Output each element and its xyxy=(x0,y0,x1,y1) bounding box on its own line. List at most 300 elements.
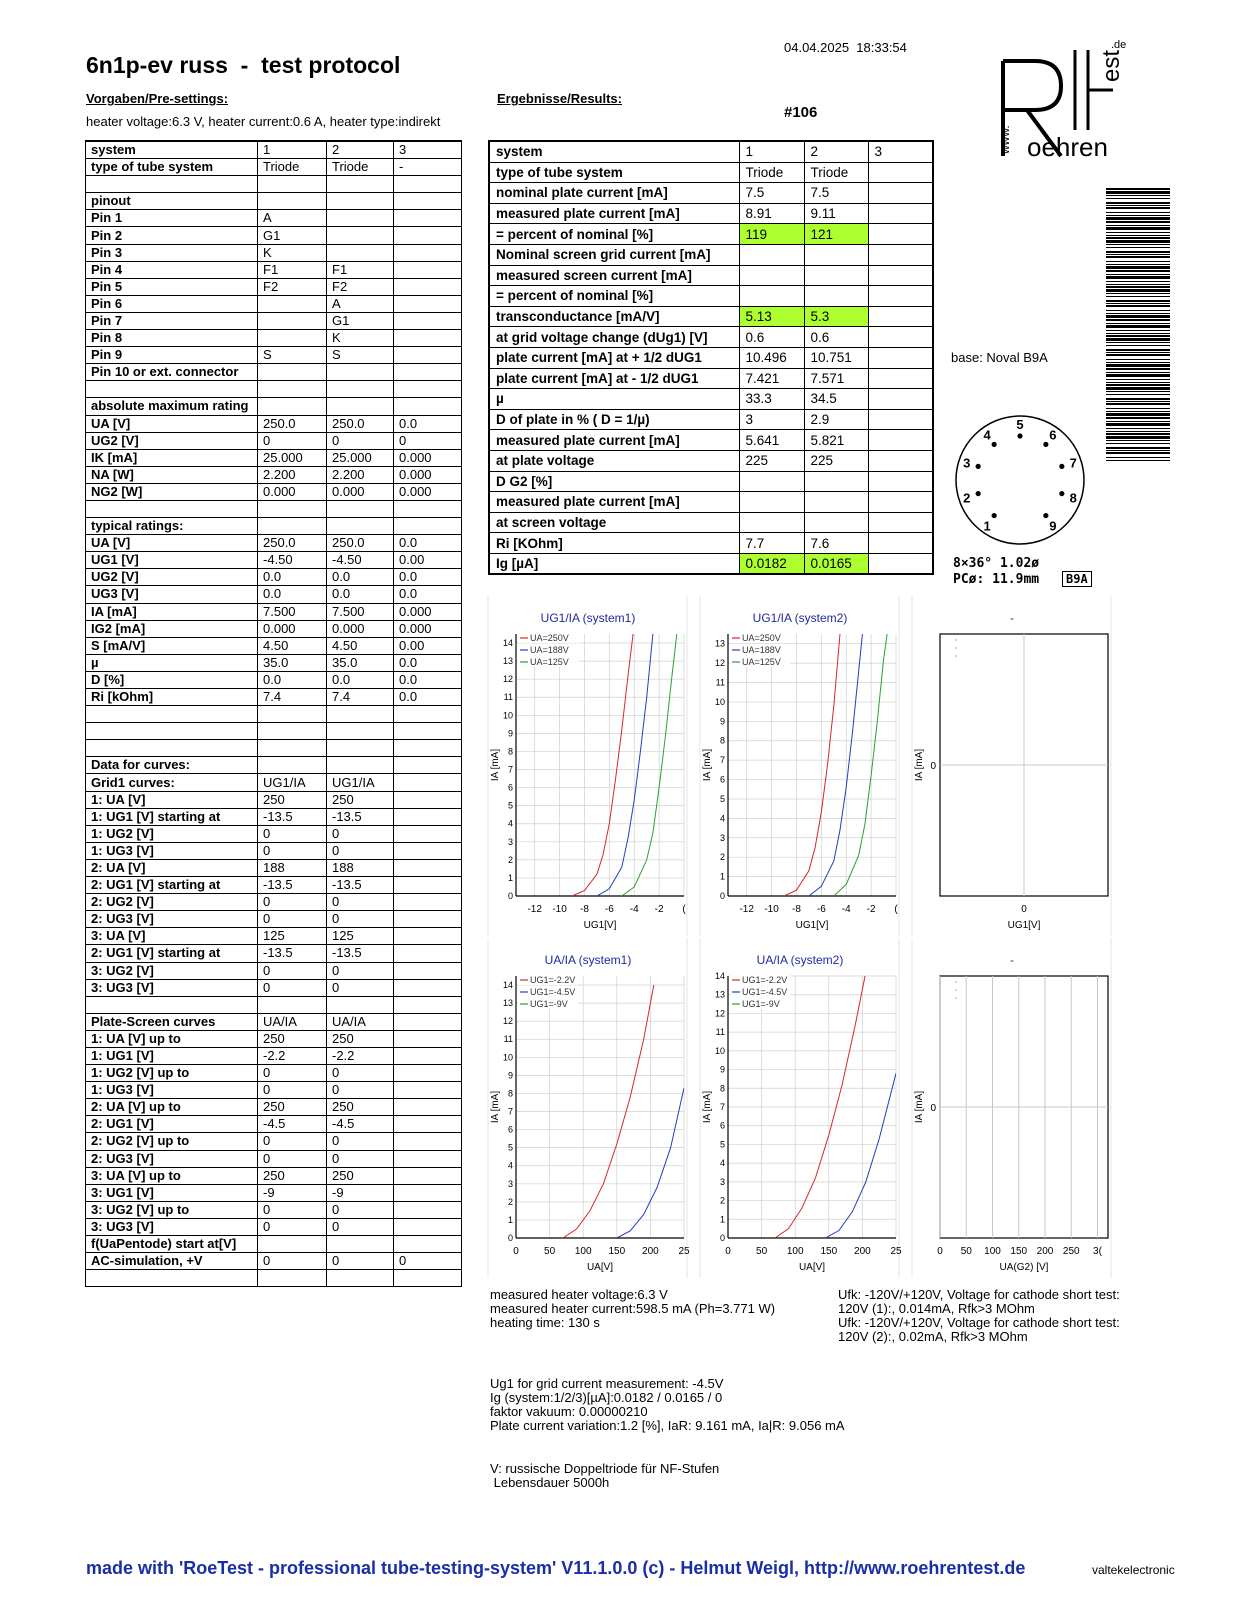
system-1-value: 0.0 xyxy=(258,671,327,688)
system-1-value xyxy=(258,500,327,517)
system-1-value: F2 xyxy=(258,278,327,295)
system-3-value: 3 xyxy=(394,141,462,159)
heating-time: heating time: 130 s xyxy=(490,1315,600,1330)
results-row xyxy=(489,389,933,410)
barcode-bar xyxy=(1106,411,1170,412)
legend-label: UG1=-2.2V xyxy=(530,975,576,985)
barcode-bar xyxy=(1106,232,1170,233)
system-1-value xyxy=(258,295,327,312)
system-1-value: 0.000 xyxy=(258,620,327,637)
barcode-bar xyxy=(1106,460,1170,461)
system-3-value xyxy=(394,1270,462,1287)
x-tick-label: ( xyxy=(682,904,686,915)
system-3-value xyxy=(394,1082,462,1099)
heater-voltage: measured heater voltage:6.3 V xyxy=(490,1287,668,1302)
barcode-bar xyxy=(1106,251,1170,253)
result-system-1-value xyxy=(739,265,804,286)
result-system-3-value xyxy=(868,183,933,204)
barcode-bar xyxy=(1106,225,1170,226)
x-tick-label: -8 xyxy=(579,904,589,915)
system-2-value: 0 xyxy=(327,1133,394,1150)
heater-current: measured heater current:598.5 mA (Ph=3.771 W) xyxy=(490,1301,776,1316)
system-3-value xyxy=(394,1116,462,1133)
legend-marker xyxy=(955,989,957,991)
system-1-value: -13.5 xyxy=(258,877,327,894)
row-label: UG2 [V] xyxy=(86,569,258,586)
heater-settings: heater voltage:6.3 V, heater current:0.6 A, heater type:indirekt xyxy=(86,114,441,129)
base-label: base: Noval B9A xyxy=(951,350,1048,365)
presettings-row xyxy=(86,1150,462,1167)
barcode-bar xyxy=(1106,325,1170,328)
y-tick-label: 12 xyxy=(714,658,725,669)
y-tick-label: 2 xyxy=(719,1195,725,1206)
result-system-3-value xyxy=(868,430,933,451)
pin-dot xyxy=(1017,433,1022,438)
system-2-value: K xyxy=(327,330,394,347)
y-tick-label: 12 xyxy=(502,674,513,685)
system-3-value: 0 xyxy=(394,432,462,449)
system-3-value: 0.0 xyxy=(394,569,462,586)
presettings-row xyxy=(86,483,462,500)
y-tick-label: 11 xyxy=(715,677,725,688)
system-1-value xyxy=(258,330,327,347)
barcode-bar xyxy=(1106,247,1170,248)
barcode-bar xyxy=(1106,394,1170,395)
chart-ylabel: IA [mA] xyxy=(702,1090,713,1124)
results-row xyxy=(489,409,933,430)
system-1-value: 0 xyxy=(258,432,327,449)
result-system-2-value: Triode xyxy=(804,162,868,183)
barcode-bar xyxy=(1106,266,1170,269)
results-row xyxy=(489,203,933,224)
system-3-value xyxy=(394,877,462,894)
presettings-row xyxy=(86,569,462,586)
y-tick-label: 8 xyxy=(719,735,725,746)
system-2-value: G1 xyxy=(327,312,394,329)
y-tick-label: 3 xyxy=(719,1176,725,1187)
results-row xyxy=(489,533,933,554)
legend-label: UG1=-2.2V xyxy=(742,975,788,985)
system-3-value xyxy=(394,210,462,227)
system-2-value xyxy=(327,1236,394,1253)
result-label: = percent of nominal [%] xyxy=(489,286,739,307)
y-tick-label: 2 xyxy=(507,854,513,865)
x-tick-label: 150 xyxy=(820,1246,838,1257)
system-2-value xyxy=(327,723,394,740)
presettings-row xyxy=(86,791,462,808)
presettings-row xyxy=(86,347,462,364)
y-tick-label: 7 xyxy=(719,1102,725,1112)
x-tick-label: 200 xyxy=(854,1246,871,1257)
system-1-value: 0 xyxy=(258,1082,327,1099)
row-label: Pin 4 xyxy=(86,261,258,278)
x-tick-label: 0 xyxy=(513,1246,519,1257)
chart-title: UA/IA (system1) xyxy=(544,953,632,967)
system-2-value: 0 xyxy=(327,979,394,996)
results-row xyxy=(489,512,933,533)
result-system-3-value xyxy=(868,224,933,245)
presettings-row xyxy=(86,825,462,842)
row-label: 2: UG1 [V] xyxy=(86,1116,258,1133)
barcode-bar xyxy=(1106,313,1170,314)
system-1-value: 250 xyxy=(258,791,327,808)
pin-dot xyxy=(1043,442,1048,447)
system-1-value xyxy=(258,518,327,535)
presettings-row xyxy=(86,1082,462,1099)
presettings-row xyxy=(86,1047,462,1064)
row-label: 3: UG3 [V] xyxy=(86,979,258,996)
y-tick-label: 0 xyxy=(719,891,725,901)
result-system-2-value: 225 xyxy=(804,450,868,471)
presettings-row xyxy=(86,894,462,911)
barcode-bar xyxy=(1106,198,1170,199)
system-2-value: F1 xyxy=(327,261,394,278)
system-1-value: Triode xyxy=(258,159,327,176)
row-label: UG1 [V] xyxy=(86,552,258,569)
system-3-value xyxy=(394,347,462,364)
pin-dot xyxy=(1043,513,1048,518)
chart-plate-system2 xyxy=(700,938,900,1278)
system-3-value xyxy=(394,1030,462,1047)
barcode-bar xyxy=(1106,433,1170,435)
barcode-bar xyxy=(1106,382,1170,383)
presettings-row xyxy=(86,1133,462,1150)
result-system-2-value: 34.5 xyxy=(804,389,868,410)
legend-marker xyxy=(955,639,957,641)
presettings-row xyxy=(86,159,462,176)
system-2-value xyxy=(327,757,394,774)
system-3-value: 0.0 xyxy=(394,689,462,706)
system-3-value xyxy=(394,261,462,278)
row-label xyxy=(86,740,258,757)
ufk2-line-b: 120V (2):, 0.02mA, Rfk>3 MOhm xyxy=(838,1329,1028,1344)
row-label: NA [W] xyxy=(86,466,258,483)
result-system-1-value: 3 xyxy=(739,409,804,430)
barcode-bar xyxy=(1106,372,1170,373)
barcode-bar xyxy=(1106,237,1170,239)
row-label: 2: UG1 [V] starting at xyxy=(86,877,258,894)
barcode-bar xyxy=(1106,354,1170,356)
row-label: Pin 6 xyxy=(86,295,258,312)
result-system-2-value: 2.9 xyxy=(804,409,868,430)
chart-title: UG1/IA (system2) xyxy=(752,611,848,625)
system-1-value: UG1/IA xyxy=(258,774,327,791)
results-row xyxy=(489,347,933,368)
system-1-value: -9 xyxy=(258,1184,327,1201)
y-tick-label: 13 xyxy=(714,638,725,649)
result-system-2-value: 5.3 xyxy=(804,306,868,327)
barcode-bar xyxy=(1106,436,1170,439)
system-2-value: -13.5 xyxy=(327,808,394,825)
barcode-bar xyxy=(1106,227,1170,230)
y-tick-label: 9 xyxy=(719,716,725,727)
x-tick-label: 100 xyxy=(786,1246,804,1257)
system-3-value xyxy=(394,244,462,261)
chart-grid1-system1 xyxy=(488,596,688,936)
system-2-value: 0 xyxy=(327,842,394,859)
results-row xyxy=(489,162,933,183)
chart-ylabel: IA [mA] xyxy=(914,748,925,782)
presettings-row xyxy=(86,1116,462,1133)
system-3-value: 0.0 xyxy=(394,586,462,603)
result-system-3-value xyxy=(868,389,933,410)
result-label: plate current [mA] at + 1/2 dUG1 xyxy=(489,347,739,368)
series-line xyxy=(572,625,634,896)
system-3-value xyxy=(394,364,462,381)
presettings-row xyxy=(86,1184,462,1201)
system-1-value xyxy=(258,1270,327,1287)
x-tick-label: -2 xyxy=(866,904,876,915)
result-system-1-value: 0.0182 xyxy=(739,553,804,574)
system-1-value: -4.5 xyxy=(258,1116,327,1133)
system-2-value: 0 xyxy=(327,1082,394,1099)
row-label: 1: UA [V] xyxy=(86,791,258,808)
presettings-row xyxy=(86,859,462,876)
system-1-value: 7.500 xyxy=(258,603,327,620)
presettings-row xyxy=(86,1167,462,1184)
presettings-table xyxy=(85,140,462,1287)
ufk2-line-a: Ufk: -120V/+120V, Voltage for cathode short test: xyxy=(838,1315,1120,1330)
pin-label: 6 xyxy=(1049,427,1057,443)
y-tick-label: 12 xyxy=(502,1016,513,1027)
system-2-value xyxy=(327,518,394,535)
y-tick-label: 11 xyxy=(503,692,513,703)
system-2-value: 0 xyxy=(327,1253,394,1270)
system-3-value xyxy=(394,381,462,398)
logo-word: oehren xyxy=(1027,132,1108,162)
presettings-row xyxy=(86,740,462,757)
barcode-bar xyxy=(1106,384,1170,386)
system-1-value xyxy=(258,176,327,193)
result-label: at screen voltage xyxy=(489,512,739,533)
system-1-value: -2.2 xyxy=(258,1047,327,1064)
pin-dot xyxy=(1059,464,1064,469)
x-tick-label: 0 xyxy=(725,1246,731,1257)
results-row xyxy=(489,430,933,451)
row-label xyxy=(86,176,258,193)
row-label: Ri [kOhm] xyxy=(86,689,258,706)
pin-label: 9 xyxy=(1049,518,1057,534)
system-1-value: S xyxy=(258,347,327,364)
result-system-3-value xyxy=(868,286,933,307)
presettings-row xyxy=(86,244,462,261)
row-label: 2: UG3 [V] xyxy=(86,911,258,928)
row-label: type of tube system xyxy=(86,159,258,176)
barcode-bar xyxy=(1106,374,1170,377)
y-tick-label: 0 xyxy=(507,1233,513,1243)
system-3-value xyxy=(394,740,462,757)
result-system-2-value: 7.571 xyxy=(804,368,868,389)
system-2-value: -9 xyxy=(327,1184,394,1201)
barcode-bar xyxy=(1106,368,1170,370)
system-2-value: 0.0 xyxy=(327,569,394,586)
series-line xyxy=(775,972,866,1238)
barcode-bar xyxy=(1106,284,1170,285)
barcode-bar xyxy=(1106,342,1170,343)
system-2-value xyxy=(327,210,394,227)
result-label: measured plate current [mA] xyxy=(489,492,739,513)
x-tick-label: ( xyxy=(894,904,898,915)
row-label: Pin 5 xyxy=(86,278,258,295)
y-tick-label: 4 xyxy=(719,1158,725,1169)
x-tick-label: -6 xyxy=(604,904,614,915)
system-1-value: 0 xyxy=(258,1218,327,1235)
barcode-bar xyxy=(1106,202,1170,204)
system-3-value xyxy=(394,398,462,415)
logo-est: est xyxy=(1098,49,1125,82)
result-system-3-value xyxy=(868,512,933,533)
results-row xyxy=(489,224,933,245)
barcode-bar xyxy=(1106,254,1170,255)
y-tick-label: 11 xyxy=(715,1027,725,1038)
presettings-row xyxy=(86,295,462,312)
pin-label: 1 xyxy=(983,518,991,534)
barcode-bar xyxy=(1106,286,1170,288)
legend-label: UA=188V xyxy=(742,645,781,655)
logo-www: www. xyxy=(998,125,1012,154)
row-label: UA [V] xyxy=(86,535,258,552)
system-2-value: 0 xyxy=(327,894,394,911)
result-system-1-value: 7.5 xyxy=(739,183,804,204)
row-label: 1: UG2 [V] up to xyxy=(86,1065,258,1082)
result-system-2-value: 7.5 xyxy=(804,183,868,204)
system-3-value xyxy=(394,1133,462,1150)
test-datetime: 04.04.2025 18:33:54 xyxy=(784,40,907,55)
y-tick-label: 0 xyxy=(930,1103,936,1114)
presettings-row xyxy=(86,535,462,552)
results-row xyxy=(489,183,933,204)
system-3-value xyxy=(394,911,462,928)
row-label: 3: UA [V] xyxy=(86,928,258,945)
results-row xyxy=(489,553,933,574)
barcode-bar xyxy=(1106,191,1170,194)
system-1-value: K xyxy=(258,244,327,261)
chart-title: UG1/IA (system1) xyxy=(540,611,636,625)
system-3-value: - xyxy=(394,159,462,176)
barcode-bar xyxy=(1106,359,1170,360)
presettings-row xyxy=(86,518,462,535)
system-2-value xyxy=(327,740,394,757)
y-tick-label: 13 xyxy=(502,998,513,1009)
y-tick-label: 3 xyxy=(719,832,725,843)
presettings-row xyxy=(86,466,462,483)
presettings-row xyxy=(86,774,462,791)
system-1-value: 0 xyxy=(258,894,327,911)
system-3-value xyxy=(394,295,462,312)
pin-dot xyxy=(976,491,981,496)
system-3-value: 0.000 xyxy=(394,483,462,500)
barcode-bar xyxy=(1106,362,1170,363)
barcode-bar xyxy=(1106,447,1170,449)
pin-dot xyxy=(1059,491,1064,496)
system-3-value xyxy=(394,518,462,535)
y-tick-label: 6 xyxy=(719,774,725,785)
y-tick-label: 9 xyxy=(507,728,513,739)
barcode-bar xyxy=(1106,274,1170,275)
remark-line2: Lebensdauer 5000h xyxy=(490,1475,610,1490)
presettings-row xyxy=(86,449,462,466)
presettings-row xyxy=(86,1201,462,1218)
presettings-row xyxy=(86,928,462,945)
system-1-value: 0.0 xyxy=(258,569,327,586)
result-system-1-value: 7.7 xyxy=(739,533,804,554)
y-tick-label: 9 xyxy=(719,1064,725,1075)
row-label: NG2 [W] xyxy=(86,483,258,500)
row-label: 2: UA [V] up to xyxy=(86,1099,258,1116)
legend-label: UA=250V xyxy=(742,633,781,643)
presettings-row xyxy=(86,945,462,962)
row-label xyxy=(86,706,258,723)
results-row xyxy=(489,471,933,492)
result-system-3-value xyxy=(868,244,933,265)
system-3-value xyxy=(394,227,462,244)
presettings-row xyxy=(86,1030,462,1047)
barcode-bar xyxy=(1106,235,1170,236)
y-tick-label: 4 xyxy=(507,1160,513,1171)
system-3-value xyxy=(394,1150,462,1167)
system-3-value xyxy=(394,706,462,723)
base-spec-line2: PCø: 11.9mm xyxy=(953,572,1040,587)
row-label: IA [mA] xyxy=(86,603,258,620)
system-2-value: -2.2 xyxy=(327,1047,394,1064)
presettings-row xyxy=(86,689,462,706)
presettings-row xyxy=(86,671,462,688)
system-3-value xyxy=(394,500,462,517)
barcode-bar xyxy=(1106,421,1170,422)
system-1-value xyxy=(258,364,327,381)
x-tick-label: 100 xyxy=(574,1246,592,1257)
result-system-1-value xyxy=(739,471,804,492)
system-3-value xyxy=(394,193,462,210)
barcode-bar xyxy=(1106,270,1170,272)
barcode-bar xyxy=(1106,303,1170,304)
barcode-bar xyxy=(1106,379,1170,380)
x-tick-label: -4 xyxy=(841,904,851,915)
y-tick-label: 1 xyxy=(719,871,725,882)
system-3-value xyxy=(394,791,462,808)
system-1-value: F1 xyxy=(258,261,327,278)
system-2-value: 2.200 xyxy=(327,466,394,483)
system-1-value xyxy=(258,723,327,740)
system-1-value: 0 xyxy=(258,1133,327,1150)
y-tick-label: 2 xyxy=(719,852,725,863)
system-1-value: 250 xyxy=(258,1167,327,1184)
presettings-row xyxy=(86,432,462,449)
system-2-value: 125 xyxy=(327,928,394,945)
barcode-bar xyxy=(1106,457,1170,458)
result-system-2-value xyxy=(804,492,868,513)
row-label: Pin 1 xyxy=(86,210,258,227)
barcode-bar xyxy=(1106,417,1170,419)
presettings-row xyxy=(86,364,462,381)
presettings-row xyxy=(86,278,462,295)
system-2-value: 35.0 xyxy=(327,654,394,671)
result-system-3-value xyxy=(868,368,933,389)
pin-label: 5 xyxy=(1016,417,1024,432)
presettings-row xyxy=(86,1218,462,1235)
barcode-bar xyxy=(1106,403,1170,405)
x-tick-label: 3( xyxy=(1093,1246,1102,1257)
plate-current-variation: Plate current variation:1.2 [%], IaR: 9.161 mA, Ia|R: 9.056 mA xyxy=(490,1418,845,1433)
system-2-value: 250 xyxy=(327,1167,394,1184)
row-label: 1: UG3 [V] xyxy=(86,1082,258,1099)
row-label xyxy=(86,1270,258,1287)
x-tick-label: -6 xyxy=(816,904,826,915)
system-3-value: 0.00 xyxy=(394,637,462,654)
barcode-bar xyxy=(1106,401,1170,402)
system-1-value xyxy=(258,706,327,723)
results-row xyxy=(489,244,933,265)
